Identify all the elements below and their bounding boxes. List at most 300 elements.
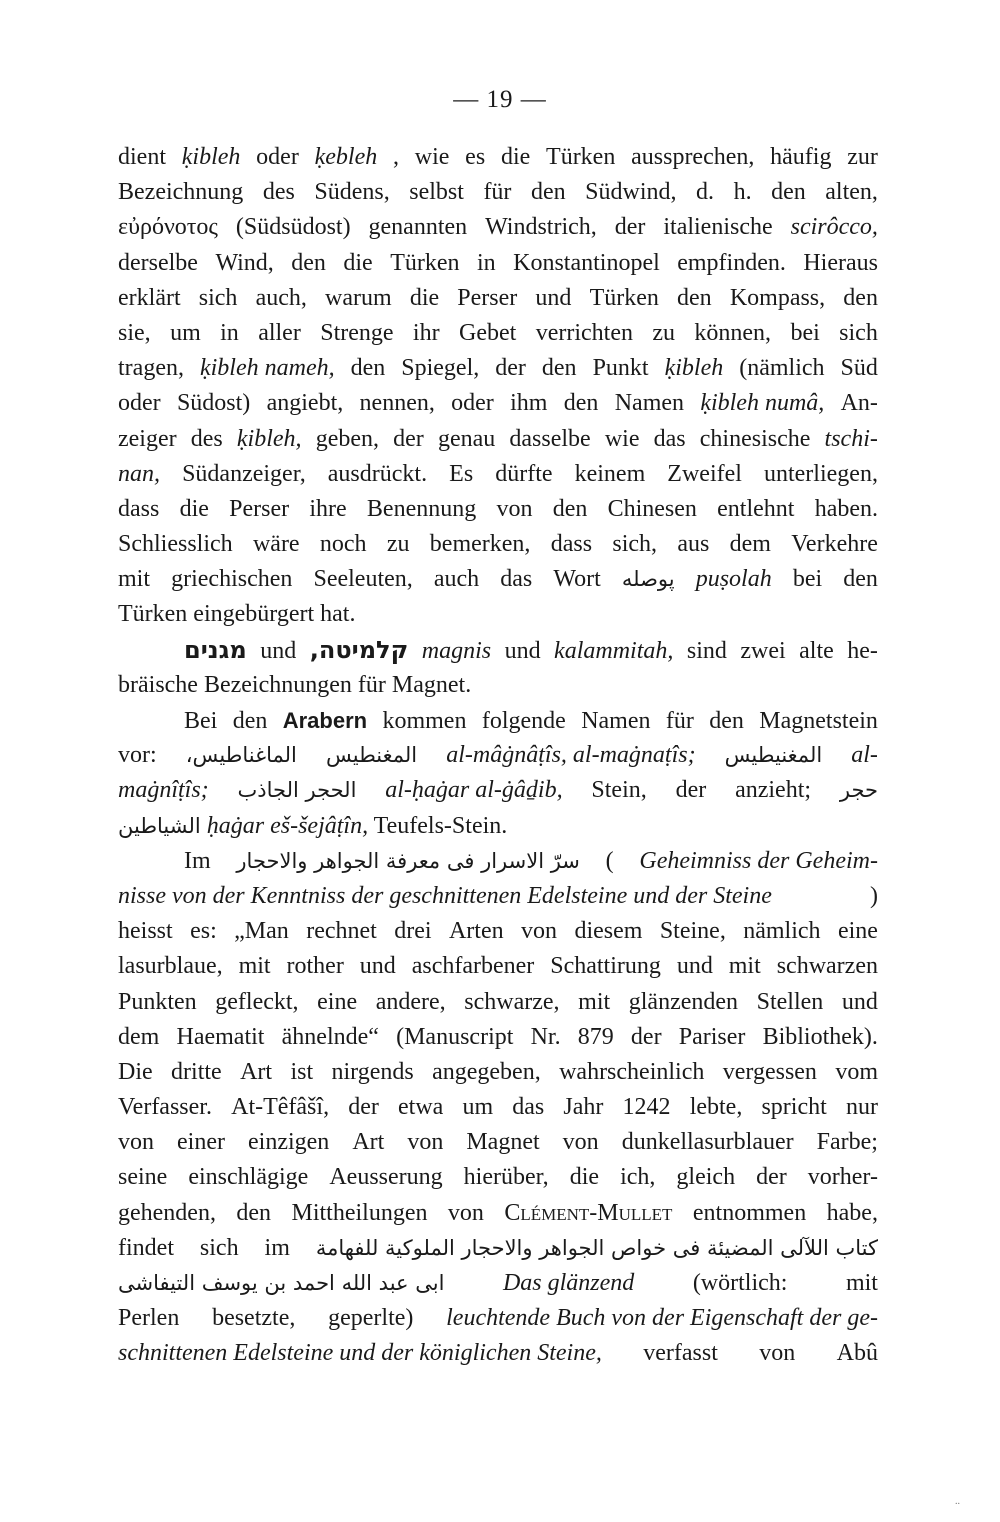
text-line <box>118 1090 878 1125</box>
text-word: Punkt <box>592 355 649 382</box>
text-word: Verkehre <box>791 531 878 558</box>
text-word: der <box>756 1164 787 1191</box>
text-word: dem <box>118 1023 160 1050</box>
text-word: rechnet <box>306 918 377 945</box>
text-word: den <box>563 390 599 417</box>
arabic-text: حجر <box>839 778 878 803</box>
italic-text: kalammitah, <box>554 637 674 664</box>
text-word: des <box>262 179 295 206</box>
text-word: warum <box>325 284 392 311</box>
text-word: den <box>350 355 386 382</box>
italic-text: schnittenen Edelsteine und der königlichen Steine, <box>118 1340 602 1367</box>
text-word: Magnet <box>466 1129 540 1156</box>
text-word: Farbe; <box>816 1129 878 1156</box>
italic-text: leuchtende Buch von der Eigenschaft der ge- <box>446 1305 878 1332</box>
text-word: Zweifel <box>667 460 742 487</box>
text-word: oder <box>118 390 161 417</box>
text-word: es <box>465 144 486 170</box>
text-line <box>118 527 878 562</box>
text-run: Teufels-Stein. <box>368 812 508 839</box>
text-word: Es <box>449 460 474 487</box>
page-number: — 19 — <box>453 86 547 113</box>
text-line <box>118 175 878 210</box>
text-word: und <box>676 953 713 980</box>
arabic-text: الشياطين <box>118 813 201 838</box>
text-line <box>118 492 878 527</box>
italic-text: maġnîṭîs; <box>118 777 209 804</box>
text-line <box>118 949 878 984</box>
text-run: bräische Bezeichnungen für Magnet. <box>118 671 472 698</box>
text-line <box>118 1301 878 1336</box>
text-word: auch, <box>255 284 307 311</box>
text-word: ihm <box>510 390 548 417</box>
text-word: aussprechen, <box>631 144 755 170</box>
text-word: Perlen <box>118 1305 180 1332</box>
text-word: bei <box>792 566 823 593</box>
text-word: sind <box>686 637 727 664</box>
text-word: Art <box>240 1058 273 1085</box>
text-word: einzigen <box>248 1129 330 1156</box>
text-word: den <box>530 179 566 206</box>
text-line <box>118 985 878 1020</box>
text-word: sie, <box>118 319 151 346</box>
text-word: folgende <box>481 708 566 734</box>
text-word: bei <box>790 319 820 346</box>
text-word: Namen <box>581 708 651 734</box>
text-word: erklärt <box>118 284 181 311</box>
text-word: und <box>260 637 297 664</box>
text-word: Benennung <box>366 495 477 522</box>
text-word: Süd <box>840 355 878 382</box>
text-word: Arten <box>448 918 504 945</box>
text-line <box>118 140 878 175</box>
text-word: den <box>843 284 878 311</box>
text-word: dient <box>118 144 166 170</box>
arabic-text: المغنيطيس <box>724 743 823 768</box>
text-line <box>118 562 878 597</box>
text-line <box>118 1125 878 1160</box>
arabic-text: ابى عبد الله احمد بن يوسف التيفاشى <box>118 1271 445 1295</box>
text-word: Südost) <box>176 390 251 417</box>
italic-text: ḳibleh numâ, <box>700 390 825 417</box>
text-word: Türken <box>390 249 460 276</box>
text-word: keinem <box>574 460 646 487</box>
text-word: , <box>392 144 399 170</box>
text-word: ähnelnde“ <box>281 1023 379 1050</box>
text-word: (Manuscript <box>396 1023 514 1050</box>
text-word: εὐρόνοτος <box>118 214 218 241</box>
text-word: lebte, <box>689 1094 743 1121</box>
text-word: verfasst <box>643 1340 718 1367</box>
text-word: he- <box>847 637 878 664</box>
text-word: „Man <box>234 918 289 945</box>
text-word: vergessen <box>722 1058 817 1085</box>
italic-text: Das glänzend <box>502 1270 635 1296</box>
text-word: dass <box>550 531 593 558</box>
bold-text: Arabern <box>282 708 368 733</box>
text-word: sich <box>199 1234 239 1261</box>
text-word: häufig <box>770 144 832 170</box>
italic-text: scirôcco, <box>790 214 878 241</box>
text-word: besetzte, <box>212 1305 296 1332</box>
hebrew-text: קלמיטה, <box>309 635 409 664</box>
text-word: Pariser <box>678 1023 746 1050</box>
text-word: nur <box>845 1094 878 1121</box>
text-word: die <box>179 495 209 522</box>
italic-text: ḳibleh <box>664 355 724 382</box>
text-word: können, <box>694 319 772 346</box>
text-word: es: <box>190 918 217 945</box>
text-word: einschlägige <box>188 1164 309 1191</box>
text-word: vom <box>835 1058 878 1085</box>
text-word: den <box>771 179 806 206</box>
text-run: Türken eingebürgert hat. <box>118 601 356 628</box>
text-word: dass <box>118 495 160 522</box>
text-word: von <box>407 1129 444 1156</box>
text-word: alten, <box>825 179 878 206</box>
text-word: Perser <box>457 284 518 311</box>
text-word: ist <box>290 1058 314 1085</box>
text-word: Türken <box>589 284 659 311</box>
arabic-text: الحجر الجاذب <box>237 778 357 803</box>
text-word: diesem <box>574 918 643 945</box>
text-word: Punkten <box>118 988 197 1015</box>
text-word: dürfte <box>495 460 553 487</box>
text-word: angegeben, <box>432 1058 541 1085</box>
text-word: schwarze, <box>464 988 560 1015</box>
italic-text: ḳibleh nameh, <box>199 355 335 382</box>
arabic-text: كتاب اللآلى المضيئة فى خواص الجواهر والاحجار الملوكية للفهامة <box>315 1235 878 1260</box>
text-line <box>118 703 878 738</box>
text-word: (Südsüdost) <box>235 214 351 241</box>
text-word: der <box>630 1023 662 1050</box>
text-word: noch <box>319 531 367 558</box>
italic-text: al-ḥaġar al-ġâḏib, <box>385 777 563 804</box>
text-word: Strenge <box>320 319 394 346</box>
italic-text: Geheimniss der Geheim- <box>639 847 878 874</box>
text-word: geperlte) <box>328 1305 414 1332</box>
text-word: oder <box>451 390 494 417</box>
text-word: auch <box>433 566 480 593</box>
text-word: Gebet <box>458 319 517 346</box>
text-word: der <box>495 355 526 382</box>
text-word: aller <box>258 319 301 346</box>
italic-text: puṣolah <box>695 566 772 593</box>
text-word: findet <box>118 1234 174 1261</box>
text-word: h. <box>733 179 752 206</box>
text-word: im <box>264 1234 290 1261</box>
text-word: Bibliothek). <box>762 1023 878 1050</box>
text-word: hierüber, <box>463 1164 549 1191</box>
text-word: drei <box>394 918 432 945</box>
italic-text: nisse von der Kenntniss der geschnittenen Edelsteine und der Steine <box>118 882 772 909</box>
arabic-text: المغنطيس <box>325 743 418 768</box>
text-word: der <box>393 425 424 452</box>
text-word: eine <box>317 988 358 1015</box>
text-word: Magnetstein <box>759 708 878 734</box>
text-word: Hieraus <box>803 249 878 276</box>
text-word: spricht <box>761 1094 827 1121</box>
text-word: lasurblaue, <box>118 953 223 980</box>
text-word: zu <box>386 531 410 558</box>
text-word: und <box>359 953 396 980</box>
text-word: Mittheilungen <box>291 1199 428 1226</box>
text-word: für <box>483 179 512 206</box>
italic-text: al- <box>851 742 878 769</box>
arabic-text: سرّ الاسرار فى معرفة الجواهر والاحجار <box>236 848 580 873</box>
text-word: Südwind, <box>585 179 677 206</box>
text-word: Türken <box>546 144 616 170</box>
text-line <box>118 1020 878 1055</box>
text-line <box>118 809 878 844</box>
text-word: den <box>552 495 588 522</box>
italic-text: al-mâġnâṭîs, al-maġnaṭîs; <box>446 742 696 769</box>
text-line <box>118 844 878 879</box>
text-word: in <box>220 319 239 346</box>
text-word: derselbe <box>118 249 198 276</box>
text-word: Chinesen <box>607 495 697 522</box>
text-word: schwarzen <box>776 953 878 980</box>
text-word: von <box>118 1129 154 1156</box>
text-word: Wind, <box>215 249 274 276</box>
text-word: bemerken, <box>429 531 531 558</box>
text-word: das <box>653 425 686 452</box>
text-word: An- <box>840 390 878 417</box>
text-word: selbst <box>409 179 464 206</box>
italic-text: ḳebleh <box>314 144 378 170</box>
text-word: und <box>535 284 572 311</box>
text-line <box>118 773 878 808</box>
text-line <box>118 914 878 949</box>
text-word: der <box>348 1094 379 1121</box>
edge-mark: .. <box>955 1496 960 1507</box>
text-word: Schliesslich <box>118 531 233 558</box>
text-word: Jahr <box>563 1094 604 1121</box>
text-word: wie <box>414 144 450 170</box>
text-word: aschfarbener <box>411 953 535 980</box>
text-word: den <box>232 708 268 734</box>
text-word: d. <box>696 179 715 206</box>
text-word: entlehnt <box>717 495 795 522</box>
text-word: dritte <box>171 1058 222 1085</box>
text-word: Bei <box>184 708 218 734</box>
text-line <box>118 738 878 773</box>
text-word: chinesische <box>699 425 811 452</box>
text-word: genannten <box>368 214 468 241</box>
text-word: zwei <box>740 637 786 664</box>
text-word: Südens, <box>314 179 390 206</box>
text-word: 879 <box>577 1023 614 1050</box>
text-word: mit <box>118 566 151 593</box>
text-word: 1242 <box>622 1094 671 1121</box>
text-word: Art <box>352 1129 385 1156</box>
text-word: vorher- <box>807 1164 878 1191</box>
text-word: nämlich <box>743 918 821 945</box>
text-word: ausdrückt. <box>327 460 428 487</box>
text-word: dasselbe <box>509 425 591 452</box>
text-word: andere, <box>375 988 446 1015</box>
text-line <box>118 422 878 457</box>
text-word: glänzenden <box>628 988 739 1015</box>
text-word: gleich <box>676 1164 736 1191</box>
text-word: ( <box>605 847 614 874</box>
text-word: Stellen <box>756 988 824 1015</box>
text-word: Abû <box>836 1340 878 1367</box>
text-word: für <box>665 708 694 734</box>
text-word: in <box>476 249 496 276</box>
text-word: nennen, <box>359 390 435 417</box>
italic-text: ḳibleh <box>181 144 241 170</box>
text-word: Wort <box>553 566 601 593</box>
text-word: das <box>500 566 533 593</box>
arabic-text: الماغناطيس، <box>185 743 297 768</box>
text-line <box>118 1266 878 1301</box>
text-word: italienische <box>663 214 773 241</box>
text-word: unterliegen, <box>763 460 878 487</box>
text-word: ich, <box>620 1164 656 1191</box>
text-word: die <box>500 144 531 170</box>
text-word: alte <box>799 637 834 664</box>
text-word: tragen, <box>118 355 184 382</box>
text-line <box>118 1336 878 1371</box>
text-line <box>118 597 878 632</box>
text-line <box>118 457 878 492</box>
text-word: von <box>521 918 558 945</box>
text-word: empfinden. <box>677 249 786 276</box>
text-word: den <box>843 566 878 593</box>
text-word: zu <box>652 319 676 346</box>
text-line <box>118 668 878 703</box>
text-line <box>118 1055 878 1090</box>
text-word: verrichten <box>535 319 633 346</box>
text-word: Windstrich, <box>485 214 597 241</box>
text-word: von <box>759 1340 796 1367</box>
text-line <box>118 351 878 386</box>
text-word: Namen <box>614 390 685 417</box>
text-word: den <box>291 249 326 276</box>
text-word: Schattirung <box>550 953 661 980</box>
text-word: und <box>504 637 541 664</box>
text-word: dem <box>729 531 771 558</box>
text-word: etwa <box>398 1094 444 1121</box>
text-word: ihre <box>309 495 347 522</box>
text-word: rother <box>286 953 344 980</box>
text-word: sich <box>839 319 878 346</box>
text-word: der <box>614 214 646 241</box>
text-word: den <box>541 355 577 382</box>
text-word: At-Têfâšî, <box>231 1094 330 1121</box>
text-word: und <box>841 988 878 1015</box>
text-word: wäre <box>252 531 300 558</box>
text-line <box>118 210 878 245</box>
text-word: sich, <box>612 531 658 558</box>
text-line <box>118 1160 878 1195</box>
text-word: heisst <box>118 918 173 945</box>
text-word: mit <box>728 953 761 980</box>
text-word: die <box>569 1164 600 1191</box>
text-word: wie <box>604 425 640 452</box>
text-word: den <box>709 708 744 734</box>
text-word: ) <box>870 882 878 909</box>
text-word: nirgends <box>331 1058 414 1085</box>
text-word: oder <box>256 144 299 170</box>
text-word: das <box>512 1094 545 1121</box>
text-word: Kompass, <box>729 284 826 311</box>
text-word: Spiegel, <box>401 355 480 382</box>
italic-text: ḥaġar eš-šejâṭîn, <box>206 812 369 839</box>
text-word: von <box>562 1129 599 1156</box>
text-word: gefleckt, <box>215 988 299 1015</box>
text-word: Perser <box>229 495 290 522</box>
text-word: von <box>496 495 533 522</box>
text-word: zur <box>847 144 878 170</box>
text-line <box>118 316 878 351</box>
text-word: wahrscheinlich <box>559 1058 705 1085</box>
text-word: der <box>675 777 707 804</box>
text-word: um <box>170 319 201 346</box>
text-word: Bezeichnung <box>118 179 244 206</box>
text-word: mit <box>238 953 271 980</box>
italic-text: tschi- <box>824 425 878 452</box>
text-word: Verfasser. <box>118 1094 212 1121</box>
text-word: griechischen <box>171 566 293 593</box>
text-word: Im <box>184 847 211 874</box>
text-word: den <box>236 1199 272 1226</box>
text-word: ihr <box>412 319 440 346</box>
text-word: seine <box>118 1164 168 1191</box>
text-word: angiebt, <box>266 390 344 417</box>
text-word: gehenden, <box>118 1199 216 1226</box>
text-word: Konstantinopel <box>513 249 660 276</box>
hebrew-text: מגנים <box>184 635 247 664</box>
text-word: genau <box>437 425 496 452</box>
text-word: sich <box>198 284 238 311</box>
text-word: mit <box>845 1270 878 1296</box>
text-word: entnommen <box>692 1199 807 1226</box>
text-line <box>118 246 878 281</box>
text-word: (nämlich <box>739 355 825 382</box>
text-word: um <box>462 1094 494 1121</box>
text-line <box>118 633 878 668</box>
text-word: Nr. <box>530 1023 561 1050</box>
text-word: habe, <box>826 1199 878 1226</box>
text-word: (wörtlich: <box>692 1270 788 1296</box>
text-word: Aeusserung <box>329 1164 443 1191</box>
text-word: Haematit <box>176 1023 265 1050</box>
text-word: zeiger <box>118 425 177 452</box>
text-word: Stein, <box>591 777 647 804</box>
text-word: den <box>677 284 712 311</box>
text-word: geben, <box>315 425 379 452</box>
arabic-text: پوصله <box>621 567 675 592</box>
italic-text: magnis <box>421 637 492 664</box>
text-line <box>118 1196 878 1231</box>
text-word: anzieht; <box>735 777 812 804</box>
text-word: einer <box>177 1129 225 1156</box>
text-line <box>118 281 878 316</box>
text-word: Die <box>118 1058 153 1085</box>
italic-text: ḳibleh, <box>236 425 302 452</box>
italic-text: nan, <box>118 460 160 487</box>
text-word: kommen <box>382 708 467 734</box>
small-caps-name: Clément-Mullet <box>504 1199 673 1226</box>
text-word: des <box>190 425 223 452</box>
text-word: Steine, <box>659 918 726 945</box>
text-word: vor: <box>118 742 157 769</box>
text-word: mit <box>578 988 611 1015</box>
text-word: Südanzeiger, <box>182 460 306 487</box>
text-line <box>118 879 878 914</box>
